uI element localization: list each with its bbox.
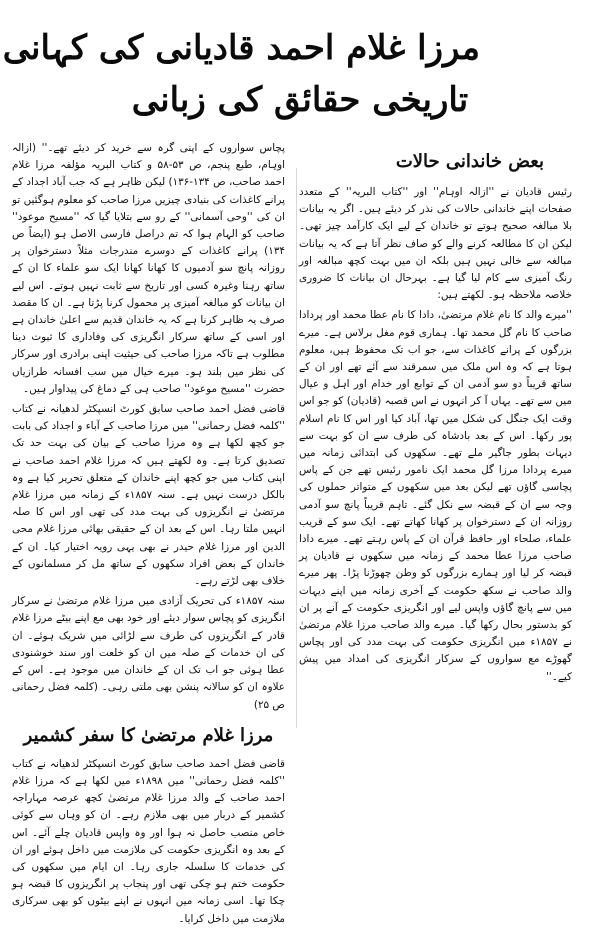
paragraph: قاضی فضل احمد صاحب سابق کورٹ انسپکٹر لدھیانہ نے کتاب ''کلمہ فضل رحمانی'' میں مرزا صاحب کے آباء و اجداد کی بابت جو کچھ لکھا ہے وہ مرزا صاحب کے بیان کی بہت حد تک تصدیق کرتا ہے۔ وہ لکھتے ہیں کہ مرزا غلام احمد صاحب نے اپنی کتاب میں جو کچھ اپنے خاندان کے متعلق تحریر کیا ہے وہ بالکل درست نہیں ہے۔ سنہ ۱۸۵۷ء کے زمانہ میں مرزا غلام مرتضیٰ نے انگریزوں کی بہت مدد کی تھی اور اس کا صلہ انہیں ملتا رہا۔ اس کے بعد ان کے حقیقی بھائی مرزا غلام محی الدین اور مرزا غلام حیدر نے بھی یہی رویہ اختیار کیا۔ ان کے خاندان کے بعض افراد سکھوں کے ساتھ مل کر مسلمانوں کے خلاف بھی لڑتے رہے۔ <box>12 403 285 588</box>
paragraph: ''میرے والد کا نام غلام مرتضیٰ، دادا کا نام عطا محمد اور پردادا صاحب کا نام گل محمد تھا۔ ہماری قوم مغل برلاس ہے۔ میرے بزرگوں کے پرانے کاغذات سے، جو اب تک محفوظ ہیں، معلوم ہوتا ہے کہ وہ اس ملک میں سمرقند سے آئے تھے اور ان کے ساتھ قریباً دو سو آدمی ان کے توابع اور خدام اور اہل و عیال میں سے تھے۔ یہاں آ کر انہوں نے اس قصبہ (قادیان) کو جو اس وقت ایک جنگل کی شکل میں تھا، آباد کیا اور اس کا نام اسلام پور رکھا۔ اس کے بعد بادشاہ کی طرف سے ان کو بہت سے دیہات بطور جاگیر ملے تھے۔ سکھوں کی ابتدائی زمانہ میں میرے پردادا مرزا گل محمد ایک نامور رئیس تھے جن کے پاس پچاسی گاؤں تھے لیکن بعد میں سکھوں کے متواتر حملوں کی وجہ سے ان کے قبضہ سے نکل گئے۔ تاہم قریباً پانچ سو آدمی روزانہ ان کے دسترخوان پر کھانا کھاتے تھے۔ ایک سو کے قریب علماء، صلحاء اور حافظ قرآن ان کے پاس رہتے تھے۔ میرے دادا صاحب مرزا عطا محمد کے زمانہ میں سکھوں نے قادیان پر قبضہ کر لیا اور ہمارے بزرگوں کو وطن چھوڑنا پڑا۔ پھر میرے والد صاحب نے سکھ حکومت کے آخری زمانہ میں اپنے دیہات میں سے پانچ گاؤں واپس لیے اور انگریزی حکومت کے آنے پر ان کو بدستور بحال رکھا گیا۔ میرے والد صاحب مرزا غلام مرتضیٰ نے ۱۸۵۷ء میں انگریزی حکومت کی بہت مدد کی اور پچاس گھوڑے مع سواروں کے سرکار انگریزی کی امداد میں پیش کیے۔'' <box>299 309 572 683</box>
right-column <box>299 140 572 738</box>
title-line-1: مرزا غلام احمد قادیانی کی کہانی <box>2 28 480 68</box>
section-heading-family: بعض خاندانی حالات <box>395 151 544 172</box>
title-line-2: تاریخی حقائق کی زبانی <box>131 80 469 120</box>
paragraph: قاضی فضل احمد صاحب سابق کورٹ انسپکٹر لدھیانہ نے کتاب ''کلمہ فضل رحمانی'' میں ۱۸۹۸ء میں لکھا ہے کہ مرزا غلام احمد صاحب کے والد مرزا غلام مرتضیٰ کچھ عرصہ مہاراجہ کشمیر کے دربار میں بھی ملازم رہے۔ ان کو وہاں سے کوئی خاص منصب حاصل نہ ہوا اور وہ واپس قادیان چلے آئے۔ اس کے بعد وہ انگریزی حکومت کی ملازمت میں داخل ہوئے اور ان کی خدمات کا سلسلہ جاری رہا۔ ان ایام میں سکھوں کی حکومت ختم ہو چکی تھی اور پنجاب پر انگریزوں کا قبضہ ہو چکا تھا۔ اسی زمانہ میں انہوں نے اپنے بیٹوں کو بھی سرکاری ملازمت میں داخل کرایا۔ <box>12 757 285 925</box>
paragraph: رئیس قادیان نے ''ازالہ اوہام'' اور ''کتاب البریہ'' کے متعدد صفحات اپنے خاندانی حالات کی نذر کر دیئے ہیں۔ اگر یہ بیانات بلا مبالغہ صحیح ہوتے تو خاندان کے لیے ایک کارآمد چیز تھی۔ لیکن ان کا مطالعہ کرنے والے کو صاف نظر آتا ہے کہ یہ بیانات مبالغہ سے خالی نہیں ہیں بلکہ ان میں بہت کچھ مبالغہ اور رنگ آمیزی سے کام لیا گیا ہے۔ بہرحال ان بیانات کا ضروری خلاصہ ملاحظہ ہو۔ لکھتے ہیں: <box>299 186 572 302</box>
article-title <box>2 22 480 126</box>
paragraph: سنہ ۱۸۵۷ء کی تحریک آزادی میں مرزا غلام مرتضیٰ نے سرکار انگریزی کو پچاس سوار دیئے اور خود بھی مع اپنے بیٹے مرزا غلام قادر کے انگریزوں کی طرف سے لڑائی میں شریک ہوئے۔ ان کی ان خدمات کے صلہ میں ان کو خلعت اور سند خوشنودی عطا ہوئی جو اب تک ان کے خاندان میں موجود ہے۔ اس کے علاوہ ان کو سالانہ پنشن بھی ملتی رہی۔ (کلمہ فضل رحمانی ص ۲۵) <box>12 595 286 711</box>
column-divider <box>296 168 297 728</box>
section-heading-kashmir: مرزا غلام مرتضیٰ کا سفر کشمیر <box>23 724 274 746</box>
left-column <box>12 140 286 925</box>
paragraph: پچاس سواروں کے اپنی گرہ سے خرید کر دیئے تھے۔'' (ازالہ اوہام، طبع پنجم، ص ۵۳-۵۸ و کتاب البریہ مؤلفہ مرزا غلام احمد صاحب، ص ۱۳۴-۱۳۶) لیکن ظاہر ہے کہ جب آباد اجداد کے پرانے کاغذات کی بنیادی چیزیں مرزا صاحب کو معلوم ہوگئیں تو ان کی ''وحی آسمانی'' کے رو سے بتلایا گیا کہ ''مسیح موعود'' صاحب کو الہام ہوا کہ تم دراصل فارسی الاصل ہو (ایضاً ص ۱۳۴) پرانے کاغذات کے دوسرے مندرجات مثلاً دسترخوان پر روزانہ پانچ سو آدمیوں کا کھانا کھانا ایک سو علماء کا ان کے ساتھ رہنا وغیرہ کسی اور تاریخ سے ثابت نہیں ہوتے۔ اس لیے ان بیانات کو مبالغہ آمیزی پر محمول کرنا پڑتا ہے۔ ان کا مقصد صرف یہ ظاہر کرنا ہے کہ یہ خاندان قدیم سے اعلیٰ خاندان ہے اور اسی کے ساتھ سرکار انگریزی کی وفاداری کا ثبوت دینا مطلوب ہے تاکہ مرزا صاحب کی حیثیت اپنی برادری اور سرکار کی نظر میں بلند ہو۔ میرے خیال میں سب افسانہ طرازیاں حضرت ''مسیح موعود'' صاحب ہی کے دماغ کی پیداوار ہیں۔ <box>12 142 285 395</box>
